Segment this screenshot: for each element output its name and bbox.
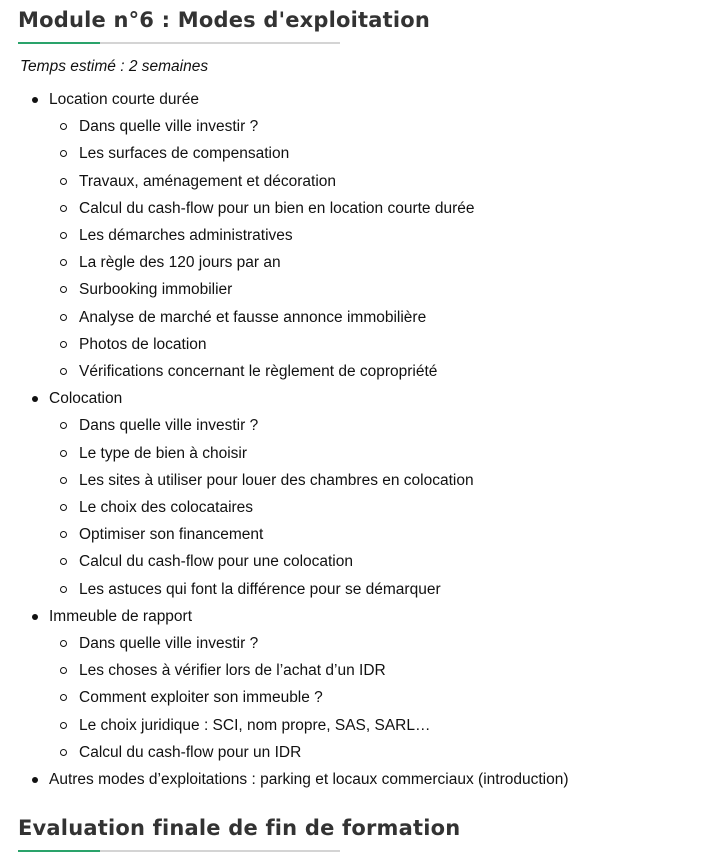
outline-item bbox=[49, 195, 569, 222]
circle-bullet-icon bbox=[60, 259, 67, 266]
outline-item bbox=[49, 222, 569, 249]
circle-bullet-icon bbox=[60, 368, 67, 375]
circle-bullet-icon bbox=[60, 531, 67, 538]
disc-bullet-icon bbox=[32, 97, 38, 103]
outline-section bbox=[0, 86, 569, 385]
outline-sublist bbox=[49, 113, 569, 385]
outline-item bbox=[49, 113, 569, 140]
outline-item bbox=[49, 657, 569, 684]
outline-item-label: Les sites à utiliser pour louer des chambres en colocation bbox=[79, 471, 474, 489]
circle-bullet-icon bbox=[60, 178, 67, 185]
outline-item bbox=[49, 548, 569, 575]
outline-item-label: Dans quelle ville investir ? bbox=[79, 635, 259, 653]
outline-item bbox=[49, 304, 569, 331]
outline-section-label: Location courte durée bbox=[49, 91, 199, 108]
circle-bullet-icon bbox=[60, 150, 67, 157]
outline-item bbox=[49, 249, 569, 276]
outline-item bbox=[49, 576, 569, 603]
outline-item-label: Calcul du cash-flow pour une colocation bbox=[79, 553, 353, 571]
outline-item-label: Analyse de marché et fausse annonce immobilière bbox=[79, 308, 427, 326]
outline-item-label: Les surfaces de compensation bbox=[79, 145, 290, 163]
final-title-underline bbox=[18, 850, 340, 852]
outline-section bbox=[0, 385, 569, 603]
outline-item-label: Calcul du cash-flow pour un IDR bbox=[79, 743, 302, 761]
circle-bullet-icon bbox=[60, 450, 67, 457]
outline-item bbox=[49, 712, 569, 739]
outline-item-label: Calcul du cash-flow pour un bien en location courte durée bbox=[79, 199, 475, 217]
outline-item-label: Le choix des colocataires bbox=[79, 499, 254, 517]
outline-sublist bbox=[49, 412, 569, 602]
outline-item-label: Le choix juridique : SCI, nom propre, SAS, SARL… bbox=[79, 716, 431, 734]
outline-item-label: Le type de bien à choisir bbox=[79, 444, 248, 462]
outline-item bbox=[49, 358, 569, 385]
outline-item-label: Optimiser son financement bbox=[79, 526, 264, 544]
circle-bullet-icon bbox=[60, 558, 67, 565]
outline-item bbox=[49, 467, 569, 494]
outline-item-label: Les choses à vérifier lors de l’achat d’un IDR bbox=[79, 662, 386, 680]
final-title: Evaluation finale de fin de formation bbox=[18, 816, 461, 840]
outline-item-label: Dans quelle ville investir ? bbox=[79, 417, 259, 435]
outline-item bbox=[49, 276, 569, 303]
circle-bullet-icon bbox=[60, 232, 67, 239]
outline-item bbox=[49, 168, 569, 195]
final-title-underline-accent bbox=[18, 850, 100, 852]
circle-bullet-icon bbox=[60, 205, 67, 212]
title-underline bbox=[18, 42, 340, 44]
module-outline bbox=[0, 86, 569, 793]
outline-item bbox=[49, 140, 569, 167]
disc-bullet-icon bbox=[32, 396, 38, 402]
title-underline-accent bbox=[18, 42, 100, 44]
circle-bullet-icon bbox=[60, 286, 67, 293]
circle-bullet-icon bbox=[60, 667, 67, 674]
disc-bullet-icon bbox=[32, 777, 38, 783]
outline-item bbox=[49, 684, 569, 711]
outline-section bbox=[0, 766, 569, 793]
outline-item-label: Les astuces qui font la différence pour se démarquer bbox=[79, 580, 441, 598]
outline-section-label: Colocation bbox=[49, 390, 123, 408]
outline-section bbox=[0, 603, 569, 766]
module-title: Module n°6 : Modes d'exploitation bbox=[18, 8, 431, 32]
outline-item bbox=[49, 412, 569, 439]
outline-item-label: Travaux, aménagement et décoration bbox=[79, 172, 337, 190]
outline-item bbox=[49, 331, 569, 358]
outline-item bbox=[49, 521, 569, 548]
outline-item-label: La règle des 120 jours par an bbox=[79, 254, 281, 272]
circle-bullet-icon bbox=[60, 749, 67, 756]
circle-bullet-icon bbox=[60, 422, 67, 429]
outline-item-label: Les démarches administratives bbox=[79, 227, 293, 245]
outline-item-label: Dans quelle ville investir ? bbox=[79, 118, 259, 136]
final-section bbox=[18, 814, 460, 852]
outline-item-label: Surbooking immobilier bbox=[79, 281, 233, 299]
outline-item-label: Vérifications concernant le règlement de copropriété bbox=[79, 363, 438, 381]
time-estimate: Temps estimé : 2 semaines bbox=[20, 58, 209, 75]
circle-bullet-icon bbox=[60, 722, 67, 729]
circle-bullet-icon bbox=[60, 640, 67, 647]
outline-sublist bbox=[49, 630, 569, 766]
outline-item bbox=[49, 739, 569, 766]
circle-bullet-icon bbox=[60, 586, 67, 593]
disc-bullet-icon bbox=[32, 614, 38, 620]
circle-bullet-icon bbox=[60, 694, 67, 701]
outline-item bbox=[49, 440, 569, 467]
outline-item bbox=[49, 630, 569, 657]
circle-bullet-icon bbox=[60, 123, 67, 130]
outline-item-label: Photos de location bbox=[79, 335, 207, 353]
circle-bullet-icon bbox=[60, 504, 67, 511]
module-section bbox=[18, 6, 430, 44]
outline-item bbox=[49, 494, 569, 521]
outline-item-label: Comment exploiter son immeuble ? bbox=[79, 689, 323, 707]
circle-bullet-icon bbox=[60, 477, 67, 484]
circle-bullet-icon bbox=[60, 341, 67, 348]
circle-bullet-icon bbox=[60, 314, 67, 321]
outline-section-label: Immeuble de rapport bbox=[49, 607, 193, 625]
outline-section-label: Autres modes d’exploitations : parking et locaux commerciaux (introduction) bbox=[49, 771, 569, 789]
